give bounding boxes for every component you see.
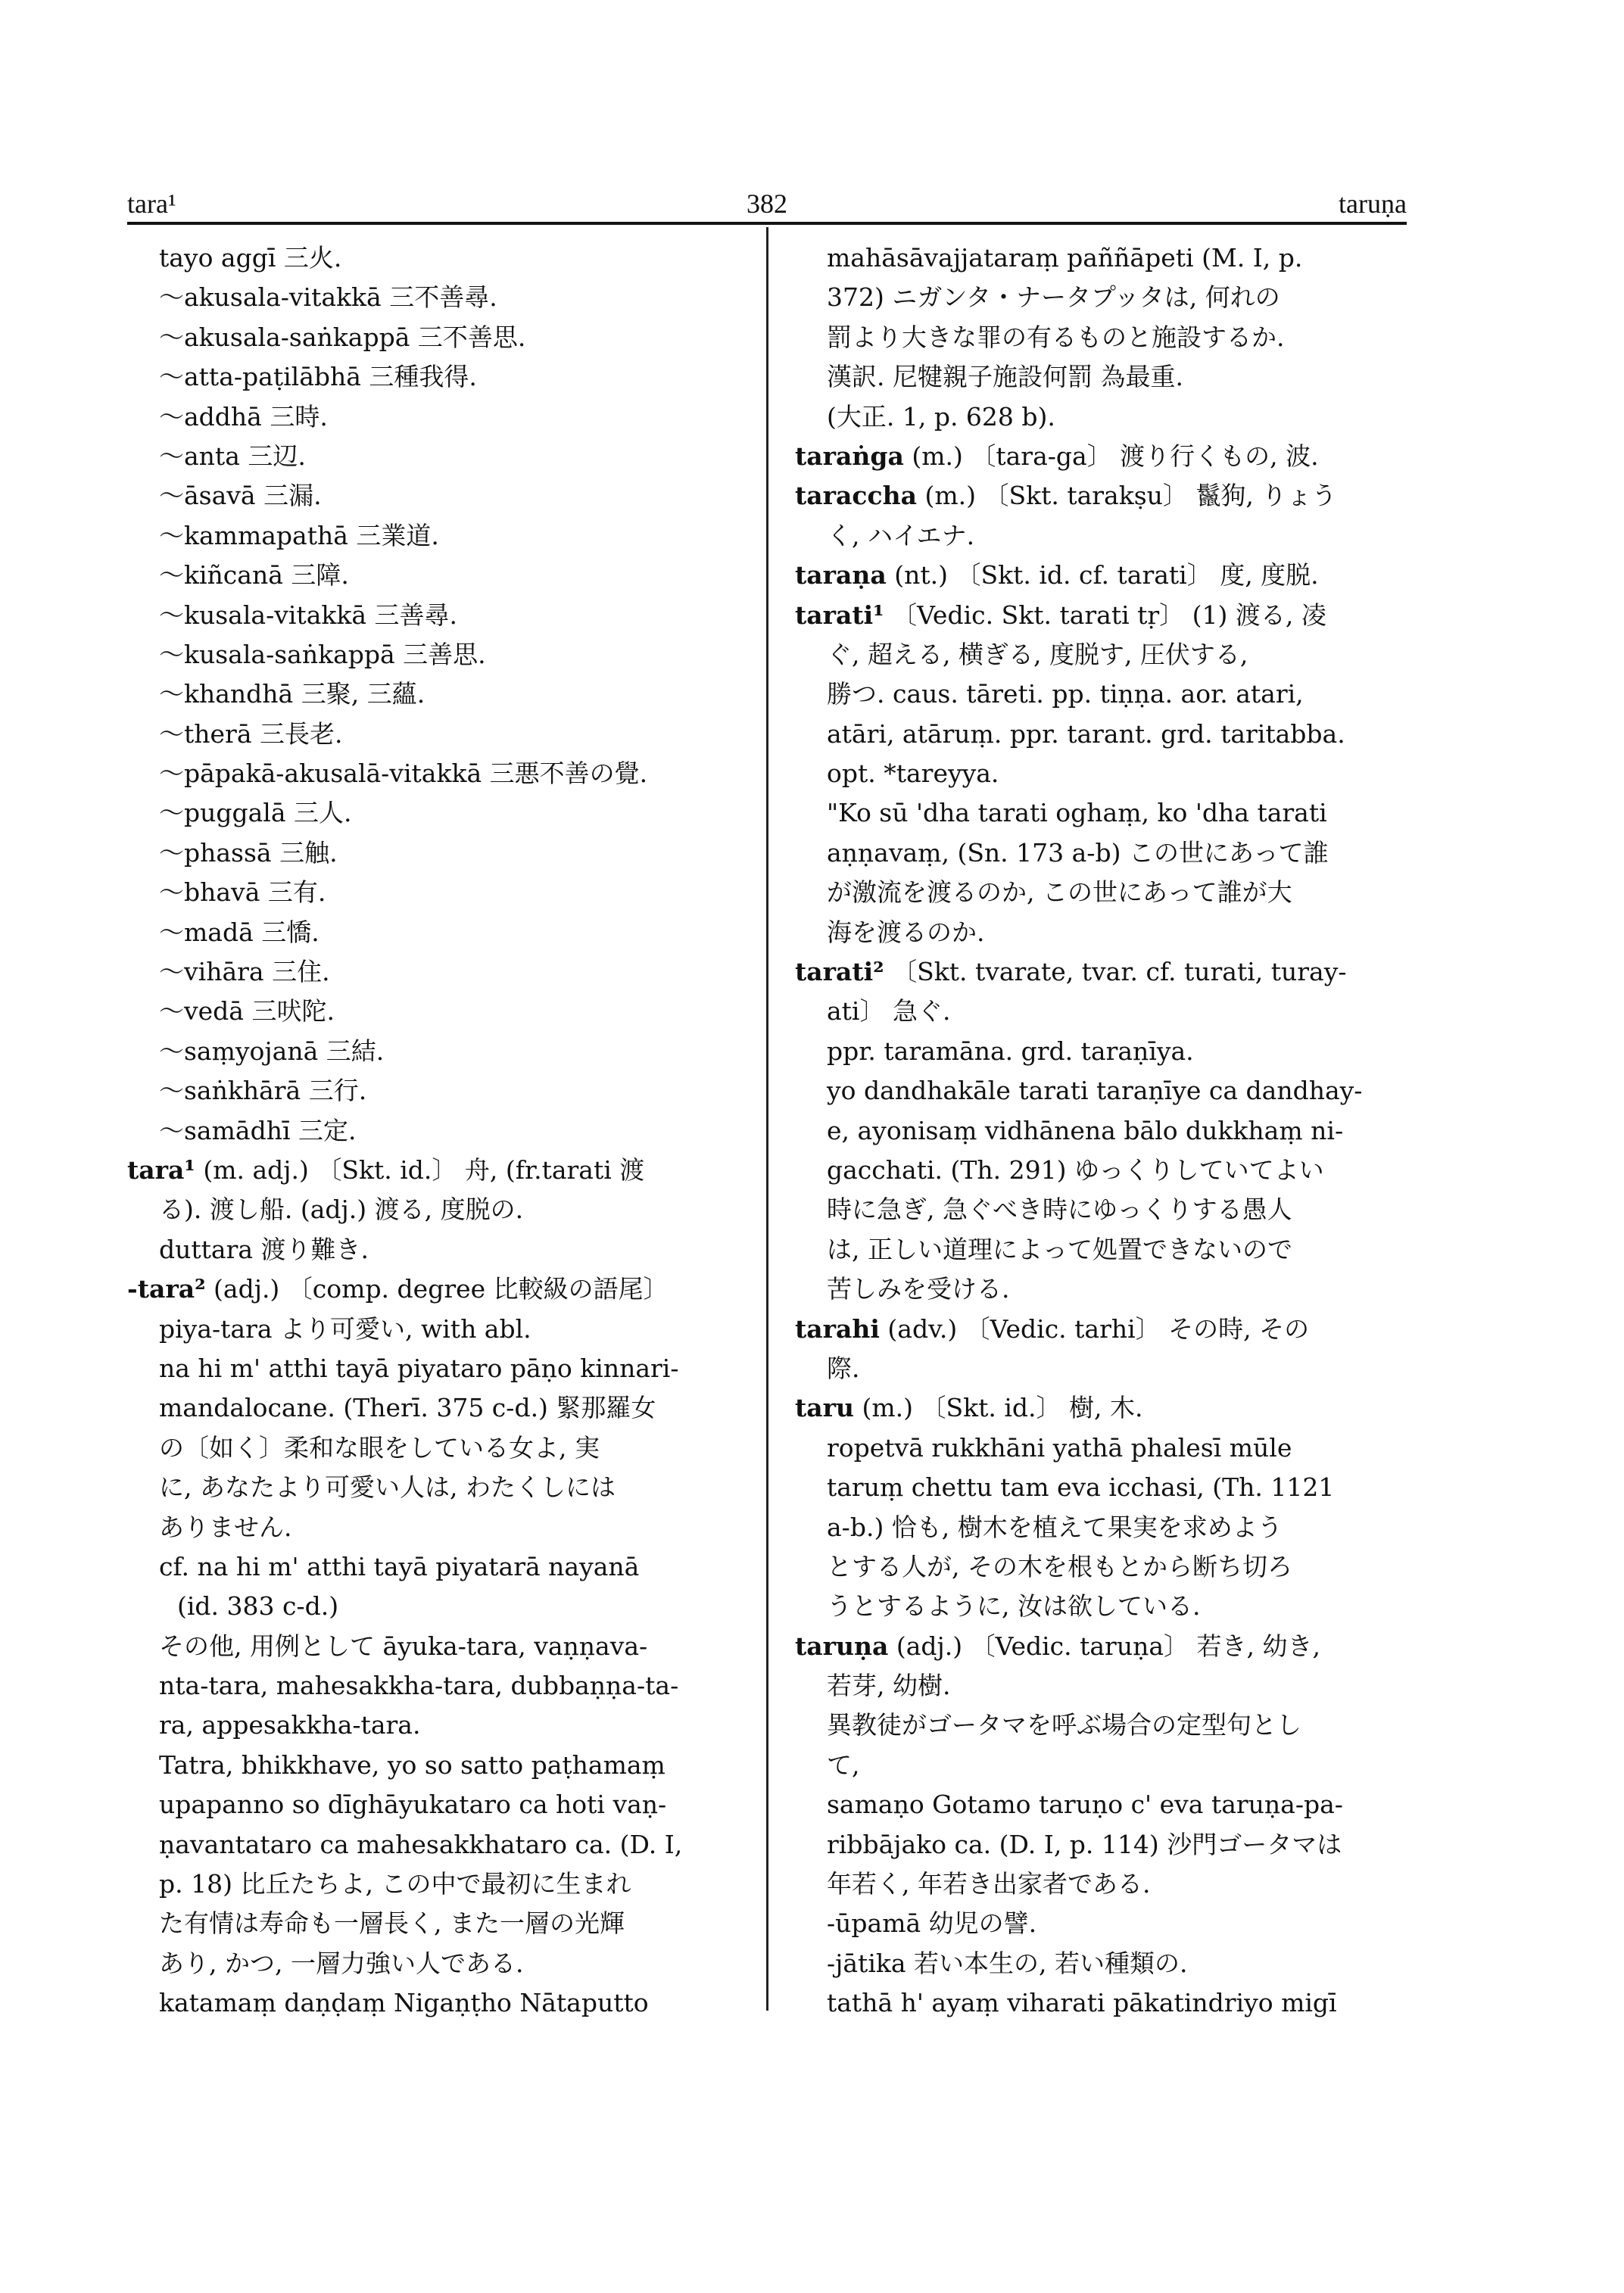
entry-text-line: ～khandhā 三聚, 三蘊. xyxy=(159,679,425,709)
entry-text-line: ～āsavā 三漏. xyxy=(159,481,322,511)
entry-headword-line: taraṅga (m.) 〔tara-ga〕 渡り行くもの, 波. xyxy=(795,441,1319,471)
entry-text-line: 372) ニガンタ・ナータプッタは, 何れの xyxy=(827,282,1280,313)
entry-headword-line: taraccha (m.) 〔Skt. tarakṣu〕 鬣狗, りょう xyxy=(795,481,1337,511)
entry-text-line: ～akusala-vitakkā 三不善尋. xyxy=(159,282,497,313)
entry-text-line: ありません. xyxy=(159,1512,292,1542)
entry-text-line: ppr. taramāna. grd. taraṇīya. xyxy=(827,1036,1194,1066)
entry-text-line: あり, かつ, 一層力強い人である. xyxy=(159,1948,524,1978)
entry-text-line: (id. 383 c-d.) xyxy=(177,1591,339,1622)
page-header xyxy=(127,177,1407,223)
entry-text-line: nta-tara, mahesakkha-tara, dubbaṇṇa-ta- xyxy=(159,1671,679,1701)
headword: tarati² xyxy=(795,957,884,987)
entry-text-line: ～puggalā 三人. xyxy=(159,798,352,828)
entry-text-line: (大正. 1, p. 628 b). xyxy=(827,401,1055,431)
entry-text-line: opt. *tareyya. xyxy=(827,759,999,789)
entry-text-line: ～saṅkhārā 三行. xyxy=(159,1076,367,1106)
entry-text-line: yo dandhakāle tarati taraṇīye ca dandhay- xyxy=(827,1076,1363,1106)
entry-text-line: ～anta 三辺. xyxy=(159,441,306,471)
entry-text-line: mandalocane. (Therī. 375 c-d.) 緊那羅女 xyxy=(159,1393,656,1423)
entry-text-line: duttara 渡り難き. xyxy=(159,1234,369,1264)
entry-text-line: -jātika 若い本生の, 若い種類の. xyxy=(827,1948,1188,1978)
entry-text-line: ～kammapathā 三業道. xyxy=(159,520,439,550)
entry-text-line: うとするように, 汝は欲している. xyxy=(827,1591,1201,1622)
entry-text-line: 際. xyxy=(827,1353,860,1383)
entry-text-line: piya-tara より可愛い, with abl. xyxy=(159,1313,531,1344)
entry-headword-line: tarahi (adv.) 〔Vedic. tarhi〕 その時, その xyxy=(795,1313,1310,1344)
entry-headword-line: -tara² (adj.) 〔comp. degree 比較級の語尾〕 xyxy=(127,1274,669,1304)
headword: tara¹ xyxy=(127,1154,195,1185)
entry-text-line: ati〕 急ぐ. xyxy=(827,996,951,1027)
entry-text-line: ぐ, 超える, 横ぎる, 度脱す, 圧伏する, xyxy=(827,639,1248,669)
headword: taraṅga xyxy=(795,441,904,471)
entry-text-line: 異教徒がゴータマを呼ぶ場合の定型句とし xyxy=(827,1710,1301,1740)
entry-text-line: とする人が, その木を根もとから断ち切ろ xyxy=(827,1551,1292,1581)
entry-text-line: ～vedā 三吠陀. xyxy=(159,996,335,1027)
entry-text-line: a-b.) 恰も, 樹木を植えて果実を求めよう xyxy=(827,1512,1283,1542)
entry-text-line: ra, appesakkha-tara. xyxy=(159,1710,421,1740)
entry-text-line: ～vihāra 三住. xyxy=(159,957,330,987)
entry-text-line: "Ko sū 'dha tarati oghaṃ, ko 'dha tarati xyxy=(827,798,1327,828)
entry-text-line: tayo aggī 三火. xyxy=(159,243,342,273)
entry-headword-line: tarati¹ 〔Vedic. Skt. tarati tṛ〕 (1) 渡る, 凌 xyxy=(795,600,1326,630)
entry-text-line: く, ハイエナ. xyxy=(827,520,975,550)
entry-text-line: ～pāpakā-akusalā-vitakkā 三悪不善の覺. xyxy=(159,759,648,789)
entry-text-line: Tatra, bhikkhave, yo so satto paṭhamaṃ xyxy=(159,1749,665,1780)
headword: tarahi xyxy=(795,1313,880,1344)
entry-text-line: ṇavantataro ca mahesakkhataro ca. (D. I, xyxy=(159,1829,683,1859)
entry-text-line: その他, 用例として āyuka-tara, vaṇṇava- xyxy=(159,1631,648,1661)
entry-text-line: の〔如く〕柔和な眼をしている女よ, 実 xyxy=(159,1432,600,1463)
entry-headword-line: tara¹ (m. adj.) 〔Skt. id.〕 舟, (fr.tarati 渡 xyxy=(127,1154,645,1185)
entry-text-line: e, ayonisaṃ vidhānena bālo dukkhaṃ ni- xyxy=(827,1115,1344,1145)
headword: tarati¹ xyxy=(795,600,884,630)
entry-text-line: na hi m' atthi tayā piyataro pāṇo kinnari- xyxy=(159,1353,679,1383)
headword: taraṇa xyxy=(795,560,887,590)
page-number: 382 xyxy=(747,188,787,219)
entry-text-line: tathā h' ayaṃ viharati pākatindriyo migī xyxy=(827,1988,1337,2018)
entry-text-line: 勝つ. caus. tāreti. pp. tiṇṇa. aor. atari, xyxy=(827,679,1304,709)
entry-headword-line: taru (m.) 〔Skt. id.〕 樹, 木. xyxy=(795,1393,1143,1423)
entry-text-line: が激流を渡るのか, この世にあって誰が大 xyxy=(827,877,1292,908)
entry-text-line: ～kusala-vitakkā 三善尋. xyxy=(159,600,458,630)
entry-text-line: ～samādhī 三定. xyxy=(159,1115,357,1145)
entry-text-line: ～bhavā 三有. xyxy=(159,877,326,908)
entry-text-line: ～phassā 三触. xyxy=(159,837,338,868)
headword: -tara² xyxy=(127,1274,206,1304)
entry-text-line: 年若く, 年若き出家者である. xyxy=(827,1869,1151,1899)
entry-text-line: mahāsāvajjataraṃ paññāpeti (M. I, p. xyxy=(827,243,1303,273)
left-column xyxy=(127,238,740,2024)
header-rule xyxy=(127,222,1407,225)
headword: taru xyxy=(795,1393,855,1423)
column-divider xyxy=(766,227,768,2011)
running-head-right: taruṇa xyxy=(1339,188,1407,219)
entry-text-line: aṇṇavaṃ, (Sn. 173 a-b) この世にあって誰 xyxy=(827,837,1329,868)
entry-headword-line: taruṇa (adj.) 〔Vedic. taruṇa〕 若き, 幼き, xyxy=(795,1631,1320,1661)
entry-text-line: 漢訳. 尼犍親子施設何罰 為最重. xyxy=(827,362,1183,392)
headword: taruṇa xyxy=(795,1631,889,1661)
entry-text-line: ribbājako ca. (D. I, p. 114) 沙門ゴータマは xyxy=(827,1829,1342,1859)
entry-text-line: samaṇo Gotamo taruṇo c' eva taruṇa-pa- xyxy=(827,1790,1343,1820)
entry-text-line: ～akusala-saṅkappā 三不善思. xyxy=(159,322,526,352)
entry-text-line: katamaṃ daṇḍaṃ Nigaṇṭho Nātaputto xyxy=(159,1988,649,2018)
entry-text-line: た有情は寿命も一層長く, また一層の光輝 xyxy=(159,1908,625,1939)
entry-text-line: ～saṃyojanā 三結. xyxy=(159,1036,385,1066)
entry-text-line: ropetvā rukkhāni yathā phalesī mūle xyxy=(827,1432,1292,1463)
entry-text-line: taruṃ chettu tam eva icchasi, (Th. 1121 xyxy=(827,1472,1335,1503)
entry-text-line: ～kusala-saṅkappā 三善思. xyxy=(159,639,486,669)
entry-text-line: 若芽, 幼樹. xyxy=(827,1671,951,1701)
right-column xyxy=(795,238,1407,2024)
entry-text-line: atāri, atāruṃ. ppr. tarant. grd. taritabba. xyxy=(827,718,1345,749)
headword: taraccha xyxy=(795,481,917,511)
entry-text-line: p. 18) 比丘たちよ, この中で最初に生まれ xyxy=(159,1869,631,1899)
entry-text-line: は, 正しい道理によって処置できないので xyxy=(827,1234,1292,1264)
entry-text-line: ～madā 三憍. xyxy=(159,917,320,947)
entry-text-line: gacchati. (Th. 291) ゆっくりしていてよい xyxy=(827,1154,1324,1185)
entry-text-line: upapanno so dīghāyukataro ca hoti vaṇ- xyxy=(159,1790,667,1820)
entry-text-line: ～atta-paṭilābhā 三種我得. xyxy=(159,362,477,392)
entry-text-line: 時に急ぎ, 急ぐべき時にゆっくりする愚人 xyxy=(827,1195,1292,1225)
entry-text-line: 海を渡るのか. xyxy=(827,917,985,947)
entry-text-line: て, xyxy=(827,1749,860,1780)
entry-headword-line: tarati² 〔Skt. tvarate, tvar. cf. turati, turay- xyxy=(795,957,1347,987)
entry-headword-line: taraṇa (nt.) 〔Skt. id. cf. tarati〕 度, 度脱. xyxy=(795,560,1319,590)
running-head-left: tara¹ xyxy=(127,188,176,219)
entry-text-line: ～kiñcanā 三障. xyxy=(159,560,349,590)
entry-text-line: に, あなたより可愛い人は, わたくしには xyxy=(159,1472,616,1503)
entry-text-line: ～therā 三長老. xyxy=(159,718,343,749)
entry-text-line: -ūpamā 幼児の譬. xyxy=(827,1908,1037,1939)
entry-text-line: ～addhā 三時. xyxy=(159,401,328,431)
entry-text-line: cf. na hi m' atthi tayā piyatarā nayanā xyxy=(159,1551,640,1581)
entry-text-line: る). 渡し船. (adj.) 渡る, 度脱の. xyxy=(159,1195,524,1225)
entry-text-line: 罰より大きな罪の有るものと施設するか. xyxy=(827,322,1285,352)
entry-text-line: 苦しみを受ける. xyxy=(827,1274,1010,1304)
